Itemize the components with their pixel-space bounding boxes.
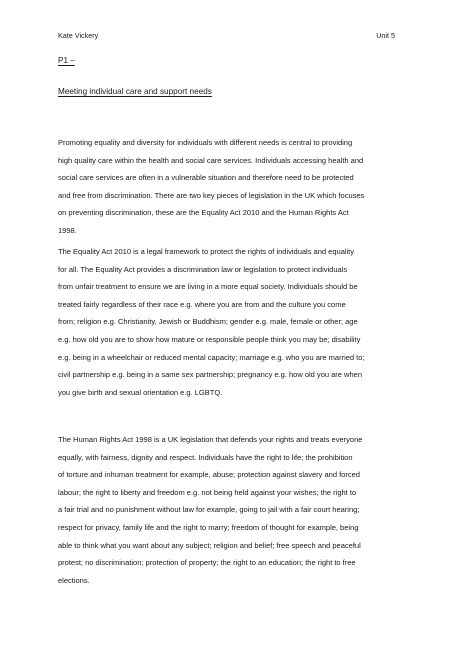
paragraph-line: high quality care within the health and social care services. Individuals accessing health and [58,155,364,165]
paragraph-line: of torture and inhuman treatment for example, abuse; protection against slavery and forced [58,470,360,480]
paragraph-line: from; religion e.g. Christianity, Jewish or Buddhism; gender e.g. male, female or other; age [58,317,358,327]
paragraph-line: elections. [58,575,90,585]
paragraph-line: The Human Rights Act 1998 is a UK legislation that defends your rights and treats everyone [58,435,363,444]
paragraph-line: and free from discrimination. There are two key pieces of legislation in the UK which focuses [58,190,365,200]
paragraph-line: Promoting equality and diversity for individuals with different needs is central to providing [58,138,353,147]
paragraph-line: 1998. [58,225,77,235]
paragraph-human-rights-act [58,431,420,589]
header-author: Kate Vickery [58,31,99,40]
paragraph-line: able to think what you want about any subject; religion and belief; free speech and peaceful [58,540,361,550]
section-label: P1 – [58,56,75,65]
paragraph-line: civil partnership e.g. being in a same sex partnership; pregnancy e.g. how old you are when [58,370,363,380]
paragraph-line: a fair trial and no punishment without law for example, going to jail with a fair court hearing; [58,505,360,515]
page-header [58,30,395,42]
header-unit: Unit 5 [376,31,395,40]
paragraph-line: you give birth and sexual orientation e.g. LGBTQ. [58,387,223,397]
paragraph-line: e.g. how old you are to show how mature or responsible people think you may be; disability [58,334,361,344]
paragraph-line: protest; no discrimination; protection of property; the right to an education; the right to free [58,558,356,568]
paragraph-line: The Equality Act 2010 is a legal framework to protect the rights of individuals and equality [58,247,355,256]
paragraph-line: equally, with fairness, dignity and respect. Individuals have the right to life; the prohibition [58,452,353,462]
section-title: Meeting individual care and support needs [58,87,212,96]
paragraph-line: treated fairly regardless of their race e.g. where you are from and the culture you come [58,299,346,309]
paragraph-line: e.g. being in a wheelchair or reduced mental capacity; marriage e.g. who you are married to; [58,352,365,362]
paragraph-equality-act [58,243,420,401]
paragraph-line: respect for privacy, family life and the right to marry; freedom of thought for example, being [58,522,359,532]
paragraph-line: social care services are often in a vulnerable situation and therefore need to be protected [58,173,354,183]
paragraph-line: on preventing discrimination, these are the Equality Act 2010 and the Human Rights Act [58,208,349,218]
paragraph-line: labour; the right to liberty and freedom e.g. not being held against your wishes; the right to [58,487,357,497]
paragraph-line: from unfair treatment to ensure we are living in a more equal society. Individuals should be [58,282,358,292]
paragraph-equality-intro [58,134,420,240]
paragraph-line: for all. The Equality Act provides a discrimination law or legislation to protect individuals [58,264,348,274]
